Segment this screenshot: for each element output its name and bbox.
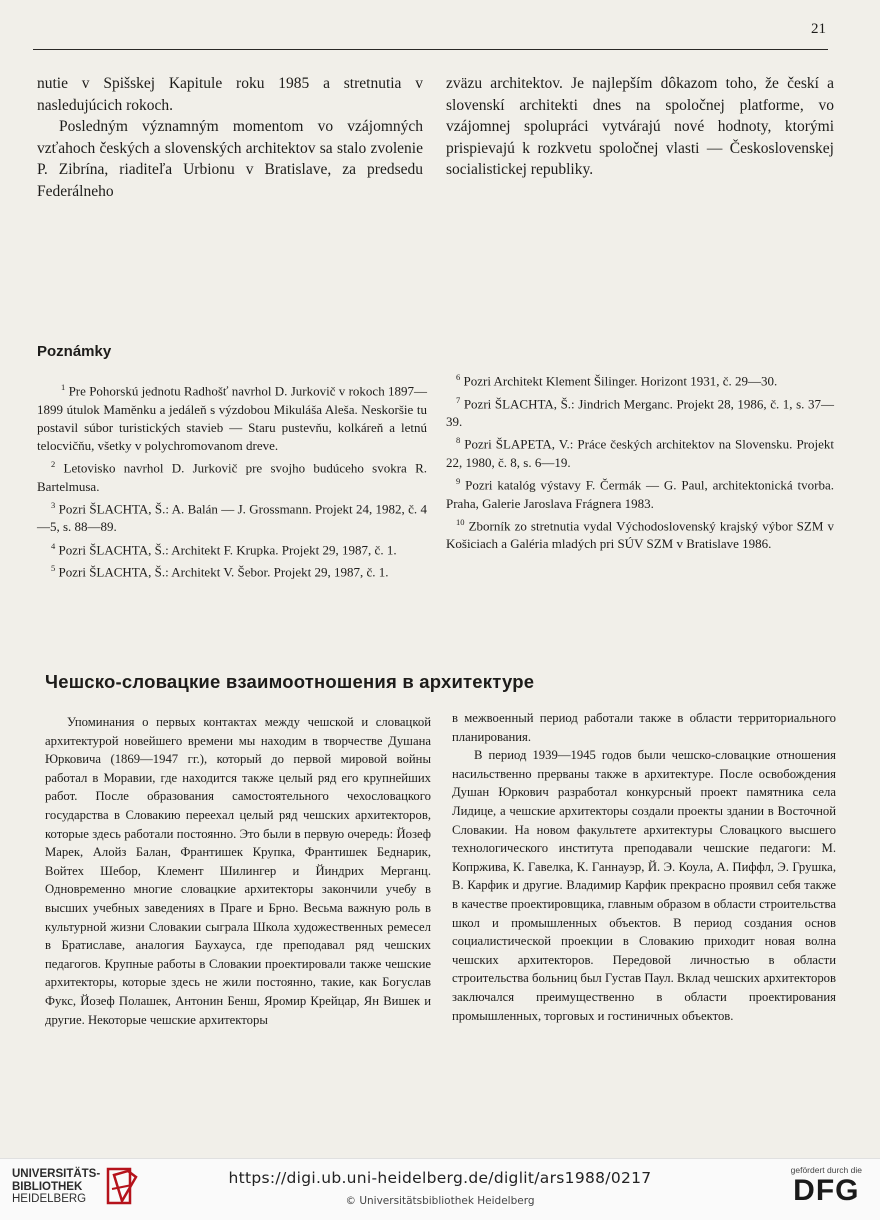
note-1: $^1$ Pre Pohorskú jednotu Radhošť navrhol D. Jurkovič v rokoch 1897—1899 útulok Maměnku a jedáleň s výzdobou Mikuláša Aleša. Neskoršie tu postavil súbor turistických stavieb — Staru pustevňu, kolkáreň a letnú telocvičňu, všetky v polychromovanom dreve. — [37, 382, 428, 453]
permalink-url[interactable]: https://digi.ub.uni-heidelberg.de/diglit/ars1988/0217 — [228, 1169, 652, 1187]
russian-right-paragraph-1: в межвоенный период работали также в области территориального планирования. — [452, 711, 836, 744]
slovak-right-column — [446, 73, 834, 181]
note-5: $^5$ Pozri ŠLACHTA, Š.: Architekt V. Šebor. Projekt 29, 1987, č. 1. — [51, 563, 389, 580]
note-2: $^2$ Letovisko navrhol D. Jurkovič pre svojho budúceho svokra R. Bartelmusa. — [37, 459, 427, 494]
page-number: 21 — [811, 21, 826, 37]
russian-left-column — [45, 713, 431, 1029]
copyright-line: © Universitätsbibliothek Heidelberg — [345, 1195, 535, 1207]
russian-right-column — [452, 709, 836, 1025]
notes-right-column — [446, 368, 834, 553]
slovak-left-paragraph-2: Posledným významným momentom vo vzájomných vzťahoch českých a slovenských architektov sa stalo zvolenie P. Zibrína, riaditeľa Urbionu v Bratislave, za predsedu Federálneho — [37, 118, 423, 200]
note-10: $^{10}$ Zborník zo stretnutia vydal Východoslovenský krajský výbor SZM v Košiciach a Galéria mladých pri SÚV SZM v Bratislave 1986. — [446, 516, 834, 552]
note-6: $^6$ Pozri Architekt Klement Šilinger. Horizont 1931, č. 29—30. — [456, 372, 778, 389]
header-rule — [33, 49, 828, 50]
note-3: $^3$ Pozri ŠLACHTA, Š.: A. Balán — J. Grossmann. Projekt 24, 1982, č. 4—5, s. 88—89. — [37, 499, 427, 535]
logo-text: UNIVERSITÄTS- BIBLIOTHEK HEIDELBERG — [12, 1168, 101, 1206]
note-9: $^9$ Pozri katalóg výstavy F. Čermák — G. Paul, architektonická tvorba. Praha, Galerie Jaroslava Frágnera 1983. — [446, 476, 834, 511]
dfg-logo[interactable]: gefördert durch die DFG — [790, 1165, 862, 1207]
note-7: $^7$ Pozri ŠLACHTA, Š.: Jindrich Merganc. Projekt 28, 1986, č. 1, s. 37—39. — [446, 394, 835, 430]
slovak-right-paragraph-1: zväzu architektov. Je najlepším dôkazom toho, že českí a slovenskí architekti dnes na spoločnej platforme, vo vzájomnej spolupráci vytvárajú nové hodnoty, ktorými prispievajú k rozkvetu spoločnej vlasti — Československej socialistickej republiky. — [446, 75, 834, 178]
russian-right-paragraph-2: В период 1939—1945 годов были чешско-словацкие отношения насильственно прерваны также в архитектуре. После освобождения Душан Юркович разработал конкурсный проект памятника села Лидице, а чешские архитекторы создали проекты здании в Восточной Словакии. На новом факультете архитектуры Словацкого высшего технологического института преподавали чешские педагоги: М. Копржива, К. Гавелка, К. Ганнауэр, Й. Э. Коула, А. Пиффл, Э. Грушка, В. Карфик и другие. Владимир Карфик прекрасно проявил себя также в качестве проектировщика, главным образом в области строительства школ и промышленных объектов. В период создания основ социалистической проекции в Словакию приходит новая волна чешских архитекторов. Передовой личностью в области строительства больниц был Густав Паул. Вклад чешских архитекторов заключался преимущественно в области проектирования промышленных, торговых и гостиничных объектов. — [452, 748, 836, 1023]
slovak-left-column — [37, 73, 423, 202]
footer-bar — [0, 1158, 880, 1220]
notes-heading: Poznámky — [37, 343, 112, 360]
notes-left-column — [37, 378, 427, 582]
note-8: $^8$ Pozri ŠLAPETA, V.: Práce českých architektov na Slovensku. Projekt 22, 1980, č. 8, s. 6—19. — [446, 435, 834, 470]
slovak-left-paragraph-1: nutie v Spišskej Kapitule roku 1985 a stretnutia v nasledujúcich rokoch. — [37, 75, 423, 114]
russian-title: Чешско-словацкие взаимоотношения в архитектуре — [45, 671, 535, 692]
note-4: $^4$ Pozri ŠLACHTA, Š.: Architekt F. Krupka. Projekt 29, 1987, č. 1. — [51, 540, 397, 557]
russian-left-paragraph-1: Упоминания о первых контактах между чешской и словацкой архитектурой новейшего времени мы находим в творчестве Душана Юрковича (1869—1947 гг.), который до первой мировой войны работал в Моравии, где находится также целый ряд его крупнейших работ. После образования самостоятельного чехословацкого государства в Словакию переехал целый ряд чешских архитекторов, которые здесь работали постоянно. Это были в первую очередь: Йозеф Марек, Алойз Балан, Франтишек Крупка, Франтишек Беднарик, Войтех Шебор, Клемент Шилингер и Йиндрих Мерганц. Одновременно многие словацкие архитекторы закончили учебу в высших учебных заведениях в Праге и Брно. Весьма важную роль в культурной жизни Словакии сыграла Школа художественных ремесел в Братиславе, аналогия Баухауса, где преподавал ряд чешских педагогов. Крупные работы в Словакии проектировали также чешские архитекторы, которые здесь не жили постоянно, такие, как Богуслав Фукс, Йозеф Полашек, Антонин Бенш, Яромир Крейцар, Ян Вишек и другие. Некоторые чешские архитекторы — [45, 715, 431, 1027]
